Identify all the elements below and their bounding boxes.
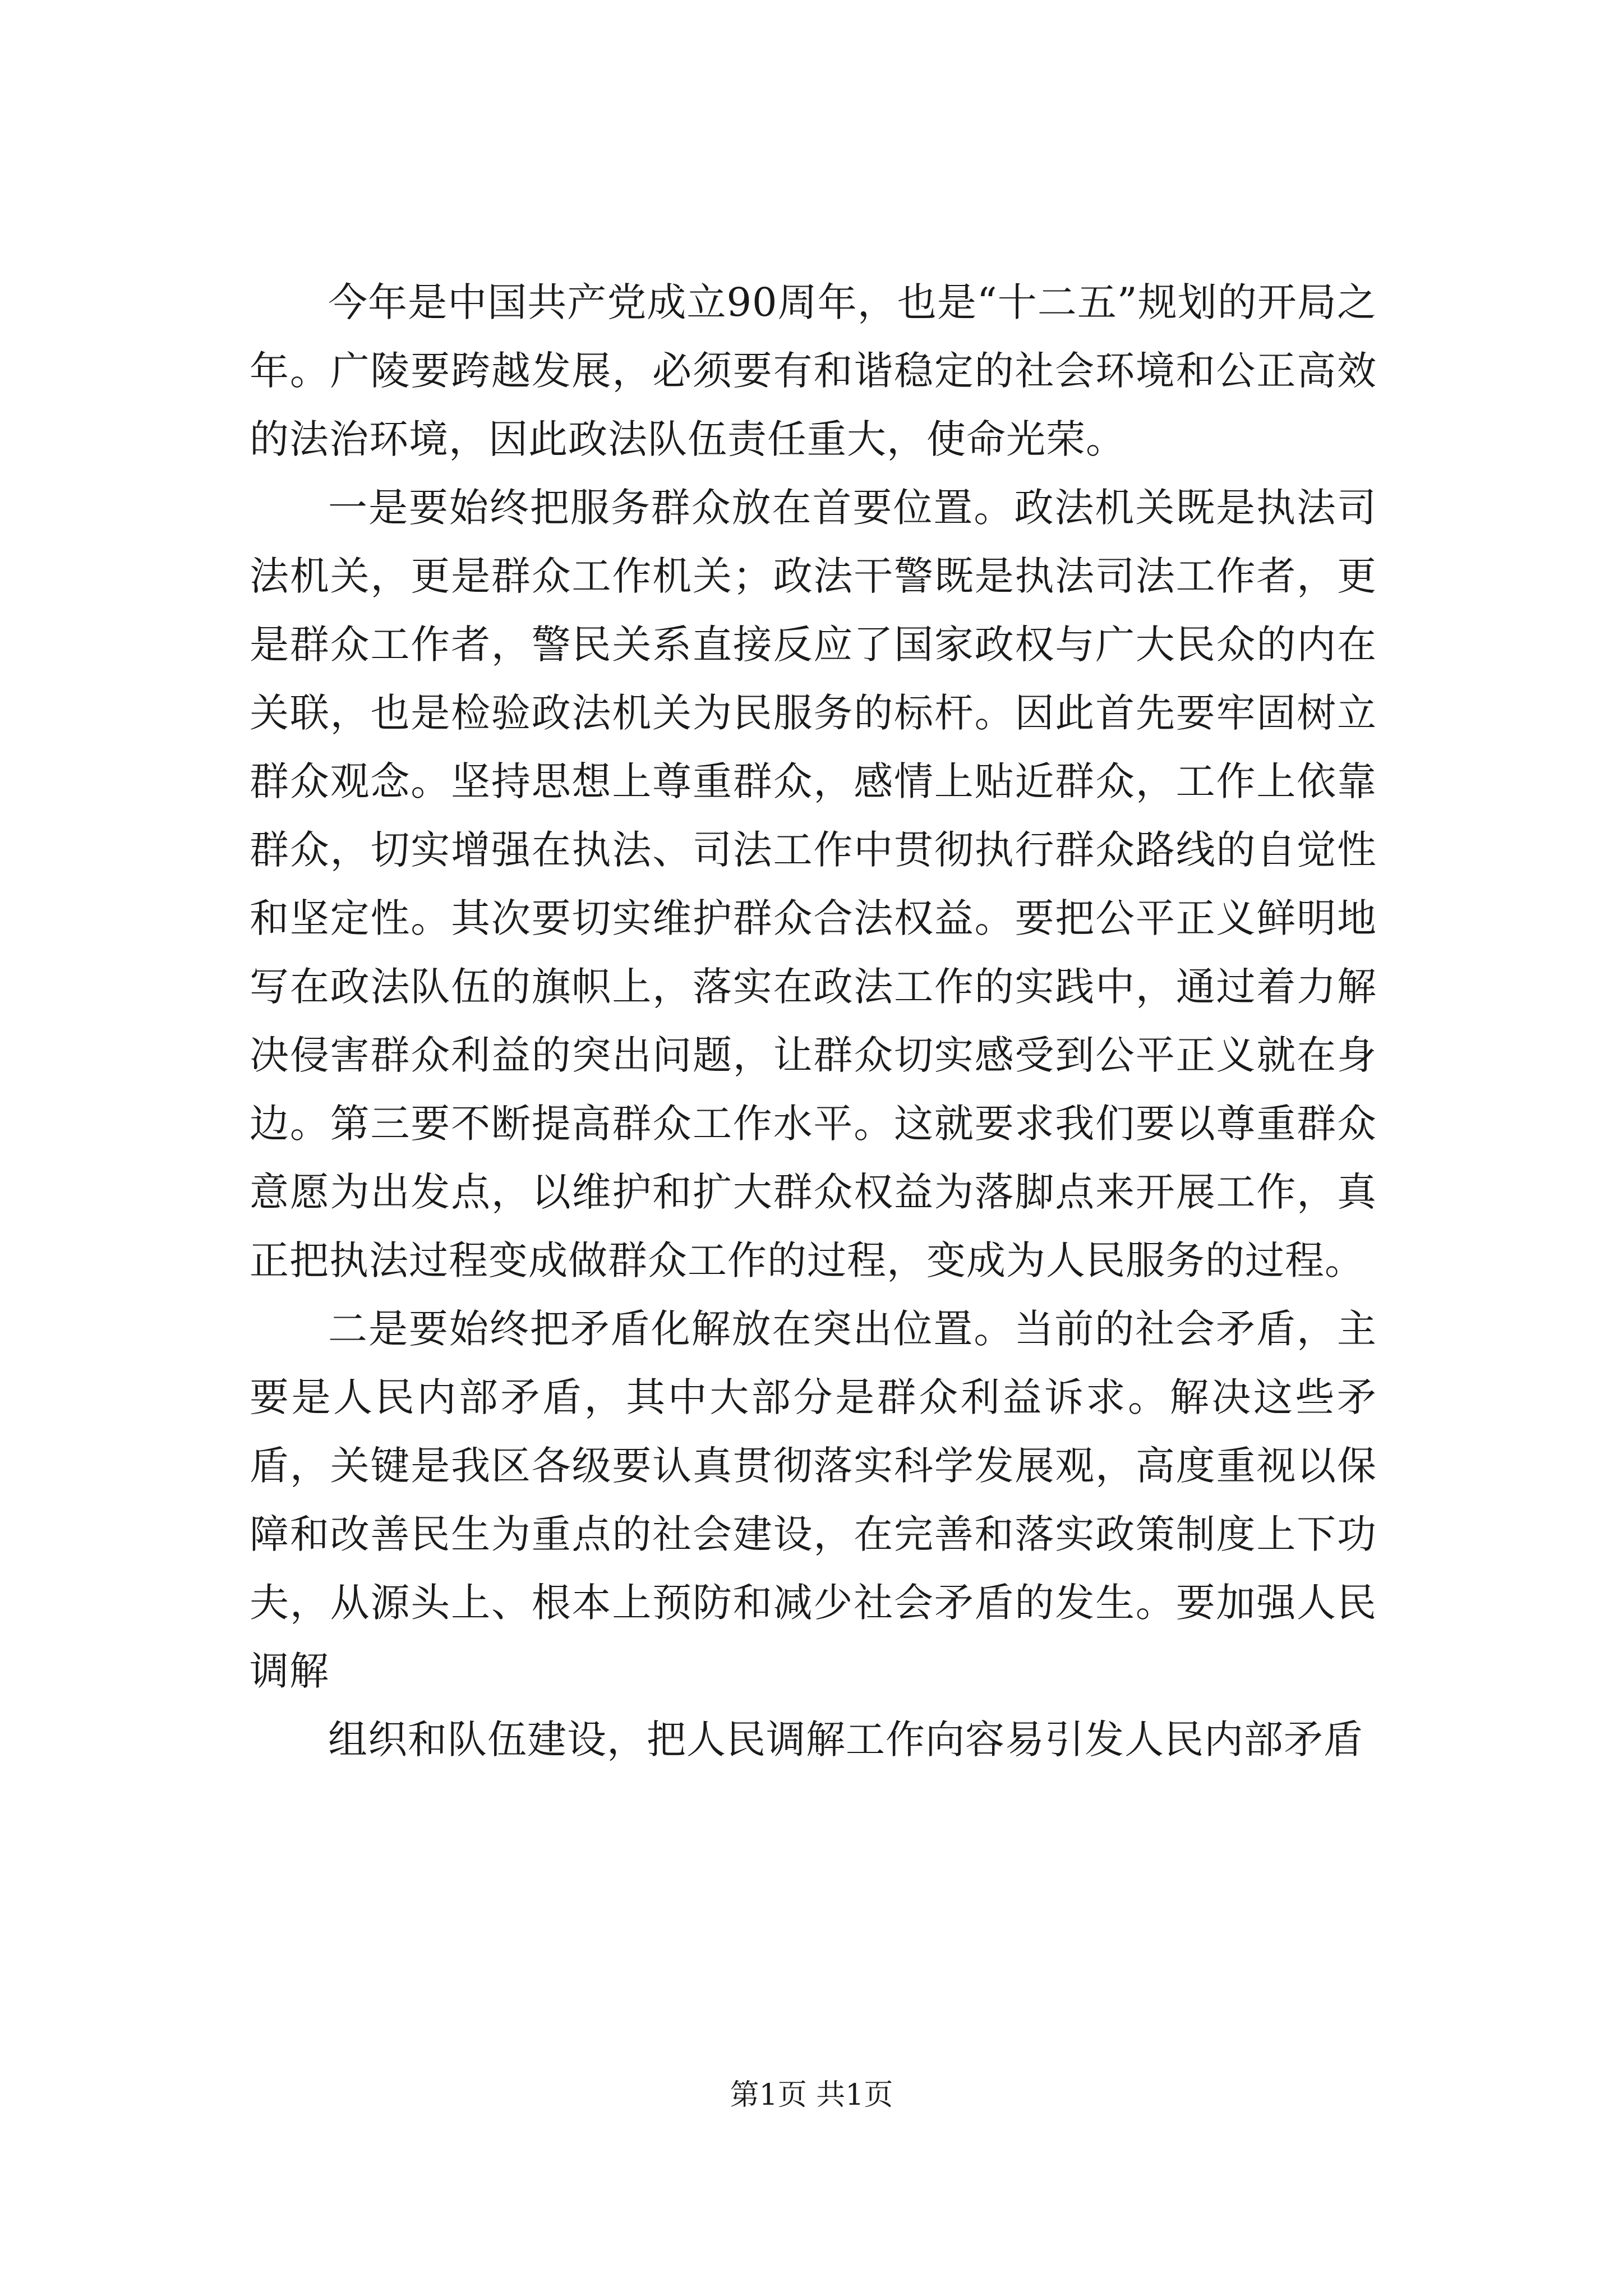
- page-footer: 第1页 共1页: [730, 2078, 893, 2112]
- paragraph-resolve-conflicts: 二是要始终把矛盾化解放在突出位置。当前的社会矛盾，主要是人民内部矛盾，其中大部分是群众利益诉求。解决这些矛盾，关键是我区各级要认真贯彻落实科学发展观，高度重视以保障和改善民生为重点的社会建设，在完善和落实政策制度上下功夫，从源头上、根本上预防和减少社会矛盾的发生。要加强人民调解: [250, 1306, 1377, 1694]
- paragraph-intro: 今年是中国共产党成立90周年，也是“十二五”规划的开局之年。广陵要跨越发展，必须要有和谐稳定的社会环境和公正高效的法治环境，因此政法队伍责任重大，使命光荣。: [250, 279, 1377, 462]
- paragraph-mediation: 组织和队伍建设，把人民调解工作向容易引发人民内部矛盾: [328, 1717, 1363, 1763]
- document-body: [250, 268, 1377, 1774]
- paragraph-serve-masses: 一是要始终把服务群众放在首要位置。政法机关既是执法司法机关，更是群众工作机关；政法干警既是执法司法工作者，更是群众工作者，警民关系直接反应了国家政权与广大民众的内在关联，也是检验政法机关为民服务的标杆。因此首先要牢固树立群众观念。坚持思想上尊重群众，感情上贴近群众，工作上依靠群众，切实增强在执法、司法工作中贯彻执行群众路线的自觉性和坚定性。其次要切实维护群众合法权益。要把公平正义鲜明地写在政法队伍的旗帜上，落实在政法工作的实践中，通过着力解决侵害群众利益的突出问题，让群众切实感受到公平正义就在身边。第三要不断提高群众工作水平。这就要求我们要以尊重群众意愿为出发点，以维护和扩大群众权益为落脚点来开展工作，真正把执法过程变成做群众工作的过程，变成为人民服务的过程。: [250, 485, 1377, 1283]
